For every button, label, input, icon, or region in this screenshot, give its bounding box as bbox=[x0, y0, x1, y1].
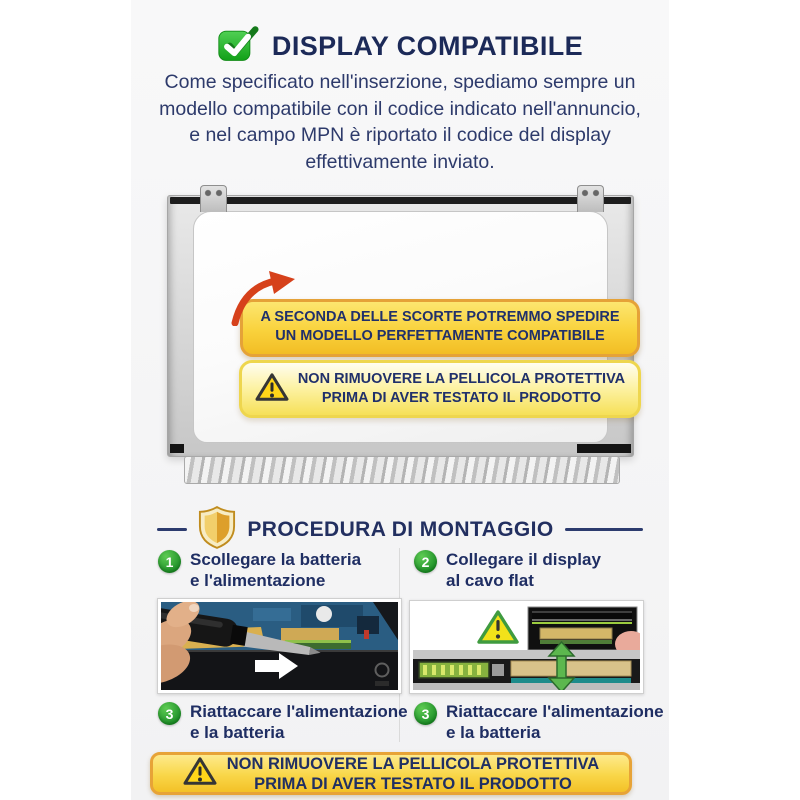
step-3-left bbox=[158, 701, 408, 743]
panel-top-strip bbox=[170, 197, 631, 204]
stock-note-line: UN MODELLO PERFETTAMENTE COMPATIBILE bbox=[275, 328, 605, 344]
stock-note-line: A SECONDA DELLE SCORTE POTREMMO SPEDIRE bbox=[260, 309, 620, 325]
intro-line: Come specificato nell'inserzione, spediamo sempre un bbox=[164, 71, 636, 93]
step-3-right-line: Riattaccare l'alimentazione bbox=[446, 702, 664, 721]
step-2-line: al cavo flat bbox=[446, 571, 534, 590]
footer-warning-line: PRIMA DI AVER TESTATO IL PRODOTTO bbox=[254, 774, 572, 793]
content-column bbox=[131, 0, 669, 800]
step-3-right bbox=[414, 701, 664, 743]
film-warning-line: NON RIMUOVERE LA PELLICOLA PROTETTIVA bbox=[297, 371, 626, 387]
panel-bottom-corner-left bbox=[170, 444, 184, 453]
warning-icon bbox=[255, 372, 289, 406]
step-1-number-badge: 1 bbox=[158, 550, 181, 573]
procedure-title: PROCEDURA DI MONTAGGIO bbox=[247, 517, 554, 541]
footer-warning-text bbox=[227, 754, 599, 794]
intro-line: e nel campo MPN è riportato il codice del display bbox=[189, 124, 611, 146]
step-3-left-line: Riattaccare l'alimentazione bbox=[190, 702, 408, 721]
hinge-bracket-right-icon bbox=[577, 185, 604, 212]
footer-warning-line: NON RIMUOVERE LA PELLICOLA PROTETTIVA bbox=[226, 754, 600, 773]
panel-foil-strip bbox=[184, 456, 620, 484]
step-1-text bbox=[190, 549, 361, 591]
photo-connect-flat-cable bbox=[409, 600, 644, 694]
step-3-left-number-badge: 3 bbox=[158, 702, 181, 725]
step-3-right-number-badge: 3 bbox=[414, 702, 437, 725]
step-3-left-line: e la batteria bbox=[190, 723, 285, 742]
step-3-right-line: e la batteria bbox=[446, 723, 541, 742]
film-warning-box bbox=[239, 360, 641, 418]
step-3-right-text bbox=[446, 701, 664, 743]
film-warning-line: PRIMA DI AVER TESTATO IL PRODOTTO bbox=[321, 390, 602, 406]
footer-warning-box bbox=[150, 752, 632, 795]
red-arrow-icon bbox=[225, 271, 320, 326]
warning-icon bbox=[183, 756, 217, 791]
step-1-line: Scollegare la batteria bbox=[190, 550, 362, 569]
panel-bottom-corner-right bbox=[577, 444, 631, 453]
step-3-left-text bbox=[190, 701, 408, 743]
check-icon bbox=[217, 24, 259, 69]
procedure-header bbox=[131, 505, 669, 554]
step-2-text bbox=[446, 549, 601, 591]
hinge-bracket-left-icon bbox=[200, 185, 227, 212]
page-title: DISPLAY COMPATIBILE bbox=[271, 31, 584, 61]
step-1 bbox=[158, 549, 361, 591]
divider-line-left bbox=[157, 528, 187, 531]
step-2 bbox=[414, 549, 601, 591]
step-1-line: e l'alimentazione bbox=[190, 571, 326, 590]
photo-disconnect-battery bbox=[157, 598, 402, 694]
intro-line: effettivamente inviato. bbox=[305, 150, 495, 173]
film-warning-text bbox=[298, 370, 625, 408]
laptop-display-illustration bbox=[167, 183, 634, 483]
shield-icon bbox=[198, 505, 236, 554]
divider-line-right bbox=[565, 528, 643, 531]
step-2-number-badge: 2 bbox=[414, 550, 437, 573]
intro-line: modello compatibile con il codice indicato nell'annuncio, bbox=[159, 97, 641, 120]
header bbox=[131, 24, 669, 69]
step-2-line: Collegare il display bbox=[446, 550, 601, 569]
intro-paragraph bbox=[131, 69, 669, 175]
